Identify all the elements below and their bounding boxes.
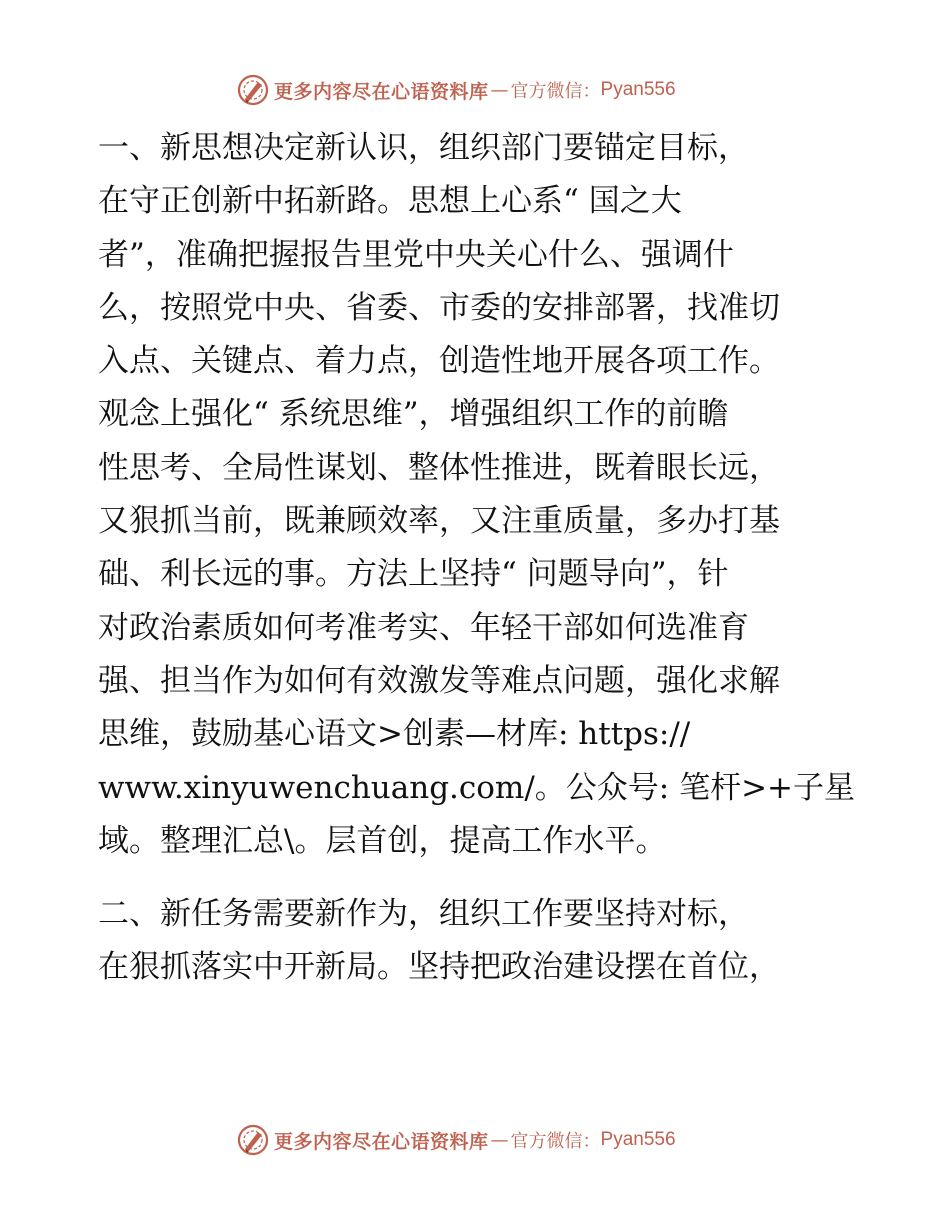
pen-logo-icon bbox=[236, 73, 270, 107]
footer-separator: — bbox=[490, 1129, 509, 1151]
document-body bbox=[98, 122, 858, 995]
footer-wechat-id: Pyan556 bbox=[600, 1129, 676, 1150]
footer-site-text: 更多内容尽在心语资料库 bbox=[274, 1130, 489, 1153]
header-site-text: 更多内容尽在心语资料库 bbox=[274, 80, 489, 103]
text-line: 者”，准确把握报告里党中央关心什么、强调什 bbox=[98, 236, 734, 273]
text-line: 在守正创新中拓新路。思想上心系“ 国之大 bbox=[98, 183, 682, 220]
pen-logo-icon bbox=[236, 1123, 270, 1157]
paragraph-2 bbox=[98, 888, 858, 995]
text-line: 入点、关键点、着力点，创造性地开展各项工作。 bbox=[98, 343, 780, 380]
footer-watermark bbox=[236, 1122, 676, 1158]
text-line: 域。整理汇总\。层首创，提高工作水平。 bbox=[98, 822, 667, 859]
text-line: 又狠抓当前，既兼顾效率，又注重质量，多办打基 bbox=[98, 503, 780, 540]
text-line: 二、新任务需要新作为，组织工作要坚持对标， bbox=[98, 896, 749, 933]
text-line: www.xinyuwenchuang.com/。公众号: 笔杆>+子星 bbox=[98, 769, 856, 806]
text-line: 么，按照党中央、省委、市委的安排部署，找准切 bbox=[98, 289, 780, 326]
text-line: 性思考、全局性谋划、整体性推进，既着眼长远， bbox=[98, 449, 780, 486]
header-separator: — bbox=[490, 79, 509, 101]
footer-wechat-label: 官方微信： bbox=[510, 1131, 601, 1152]
header-wechat-id: Pyan556 bbox=[600, 79, 676, 100]
text-line: 对政治素质如何考准考实、年轻干部如何选准育 bbox=[98, 609, 749, 646]
text-line: 础、利长远的事。方法上坚持“ 问题导向”，针 bbox=[98, 556, 729, 593]
header-wechat-label: 官方微信： bbox=[510, 81, 601, 102]
paragraph-1 bbox=[98, 122, 858, 868]
text-line: 一、新思想决定新认识，组织部门要锚定目标， bbox=[98, 130, 749, 166]
text-line: 观念上强化“ 系统思维”，增强组织工作的前瞻 bbox=[98, 396, 729, 433]
text-line: 强、担当作为如何有效激发等难点问题，强化求解 bbox=[98, 662, 780, 699]
text-line: 思维，鼓励基心语文>创素—材库: https:// bbox=[98, 716, 691, 753]
header-watermark bbox=[236, 72, 676, 108]
text-line: 在狠抓落实中开新局。坚持把政治建设摆在首位， bbox=[98, 949, 780, 986]
